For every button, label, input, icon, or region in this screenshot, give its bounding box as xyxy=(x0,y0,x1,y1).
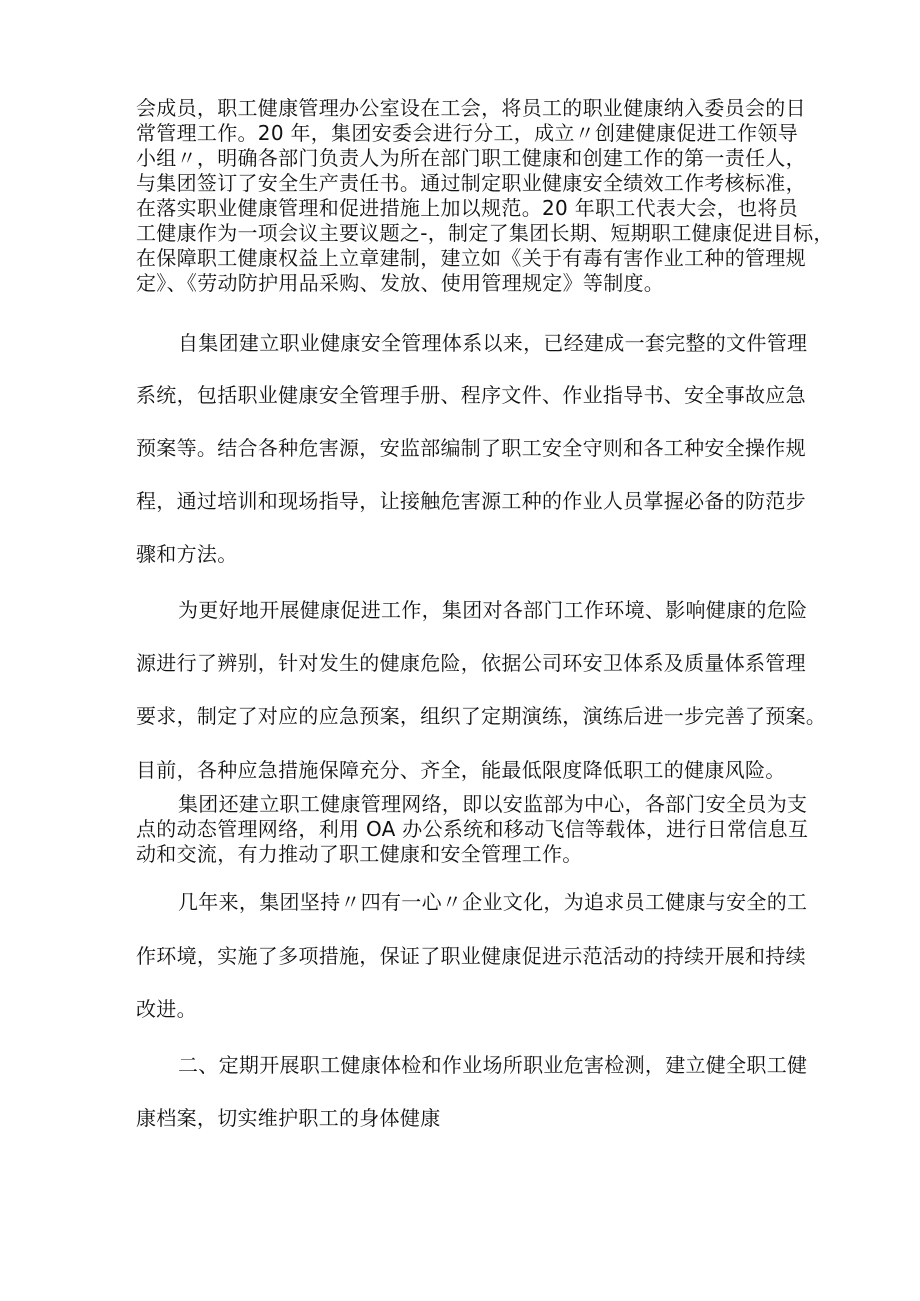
paragraph-line: 会成员，职工健康管理办公室设在工会，将员工的职业健康纳入委员会的日 xyxy=(136,96,806,120)
paragraph-line: 集团还建立职工健康管理网络，即以安监部为中心，各部门安全员为支 xyxy=(178,792,808,816)
heading-line: 二、定期开展职工健康体检和作业场所职业危害检测，建立健全职工健 xyxy=(178,1053,808,1077)
paragraph-line: 动和交流，有力推动了职工健康和安全管理工作。 xyxy=(136,842,583,866)
paragraph-line: 小组〃，明确各部门负责人为所在部门职工健康和创建工作的第一责任人， xyxy=(136,146,806,170)
paragraph-line: 几年来，集团坚持〃四有一心〃企业文化，为追求员工健康与安全的工 xyxy=(178,890,808,914)
paragraph-line: 与集团签订了安全生产责任书。通过制定职业健康安全绩效工作考核标准， xyxy=(136,171,806,195)
paragraph-line: 定》、《劳动防护用品采购、发放、使用管理规定》等制度。 xyxy=(136,271,665,295)
paragraph-line: 程，通过培训和现场指导，让接触危害源工种的作业人员掌握必备的防范步 xyxy=(136,489,806,513)
paragraph-line: 目前，各种应急措施保障充分、齐全，能最低限度降低职工的健康风险。 xyxy=(136,758,786,782)
paragraph-line: 改进。 xyxy=(136,997,197,1021)
heading-line: 康档案，切实维护职工的身体健康 xyxy=(136,1106,441,1130)
paragraph-line: 自集团建立职业健康安全管理体系以来，已经建成一套完整的文件管理 xyxy=(178,331,808,355)
paragraph-line: 为更好地开展健康促进工作，集团对各部门工作环境、影响健康的危险 xyxy=(178,598,808,622)
paragraph-line: 在落实职业健康管理和促进措施上加以规范。20 年职工代表大会，也将员 xyxy=(136,196,799,220)
paragraph-line: 骤和方法。 xyxy=(136,542,238,566)
paragraph-line: 在保障职工健康权益上立章建制，建立如《关于有毒有害作业工种的管理规 xyxy=(136,246,806,270)
paragraph-line: 常管理工作。20 年，集团安委会进行分工，成立〃创建健康促进工作领导 xyxy=(136,121,799,145)
paragraph-line: 预案等。结合各种危害源，安监部编制了职工安全守则和各工种安全操作规 xyxy=(136,436,806,460)
paragraph-line: 工健康作为一项会议主要议题之-，制定了集团长期、短期职工健康促进目标， xyxy=(136,221,834,245)
paragraph-line: 要求，制定了对应的应急预案，组织了定期演练，演练后进一步完善了预案。 xyxy=(136,704,827,728)
paragraph-line: 点的动态管理网络，利用 OA 办公系统和移动飞信等载体，进行日常信息互 xyxy=(136,817,809,841)
paragraph-line: 源进行了辨别，针对发生的健康危险，依据公司环安卫体系及质量体系管理 xyxy=(136,651,806,675)
paragraph-line: 作环境，实施了多项措施，保证了职业健康促进示范活动的持续开展和持续 xyxy=(136,944,806,968)
paragraph-line: 系统，包括职业健康安全管理手册、程序文件、作业指导书、安全事故应急 xyxy=(136,383,806,407)
